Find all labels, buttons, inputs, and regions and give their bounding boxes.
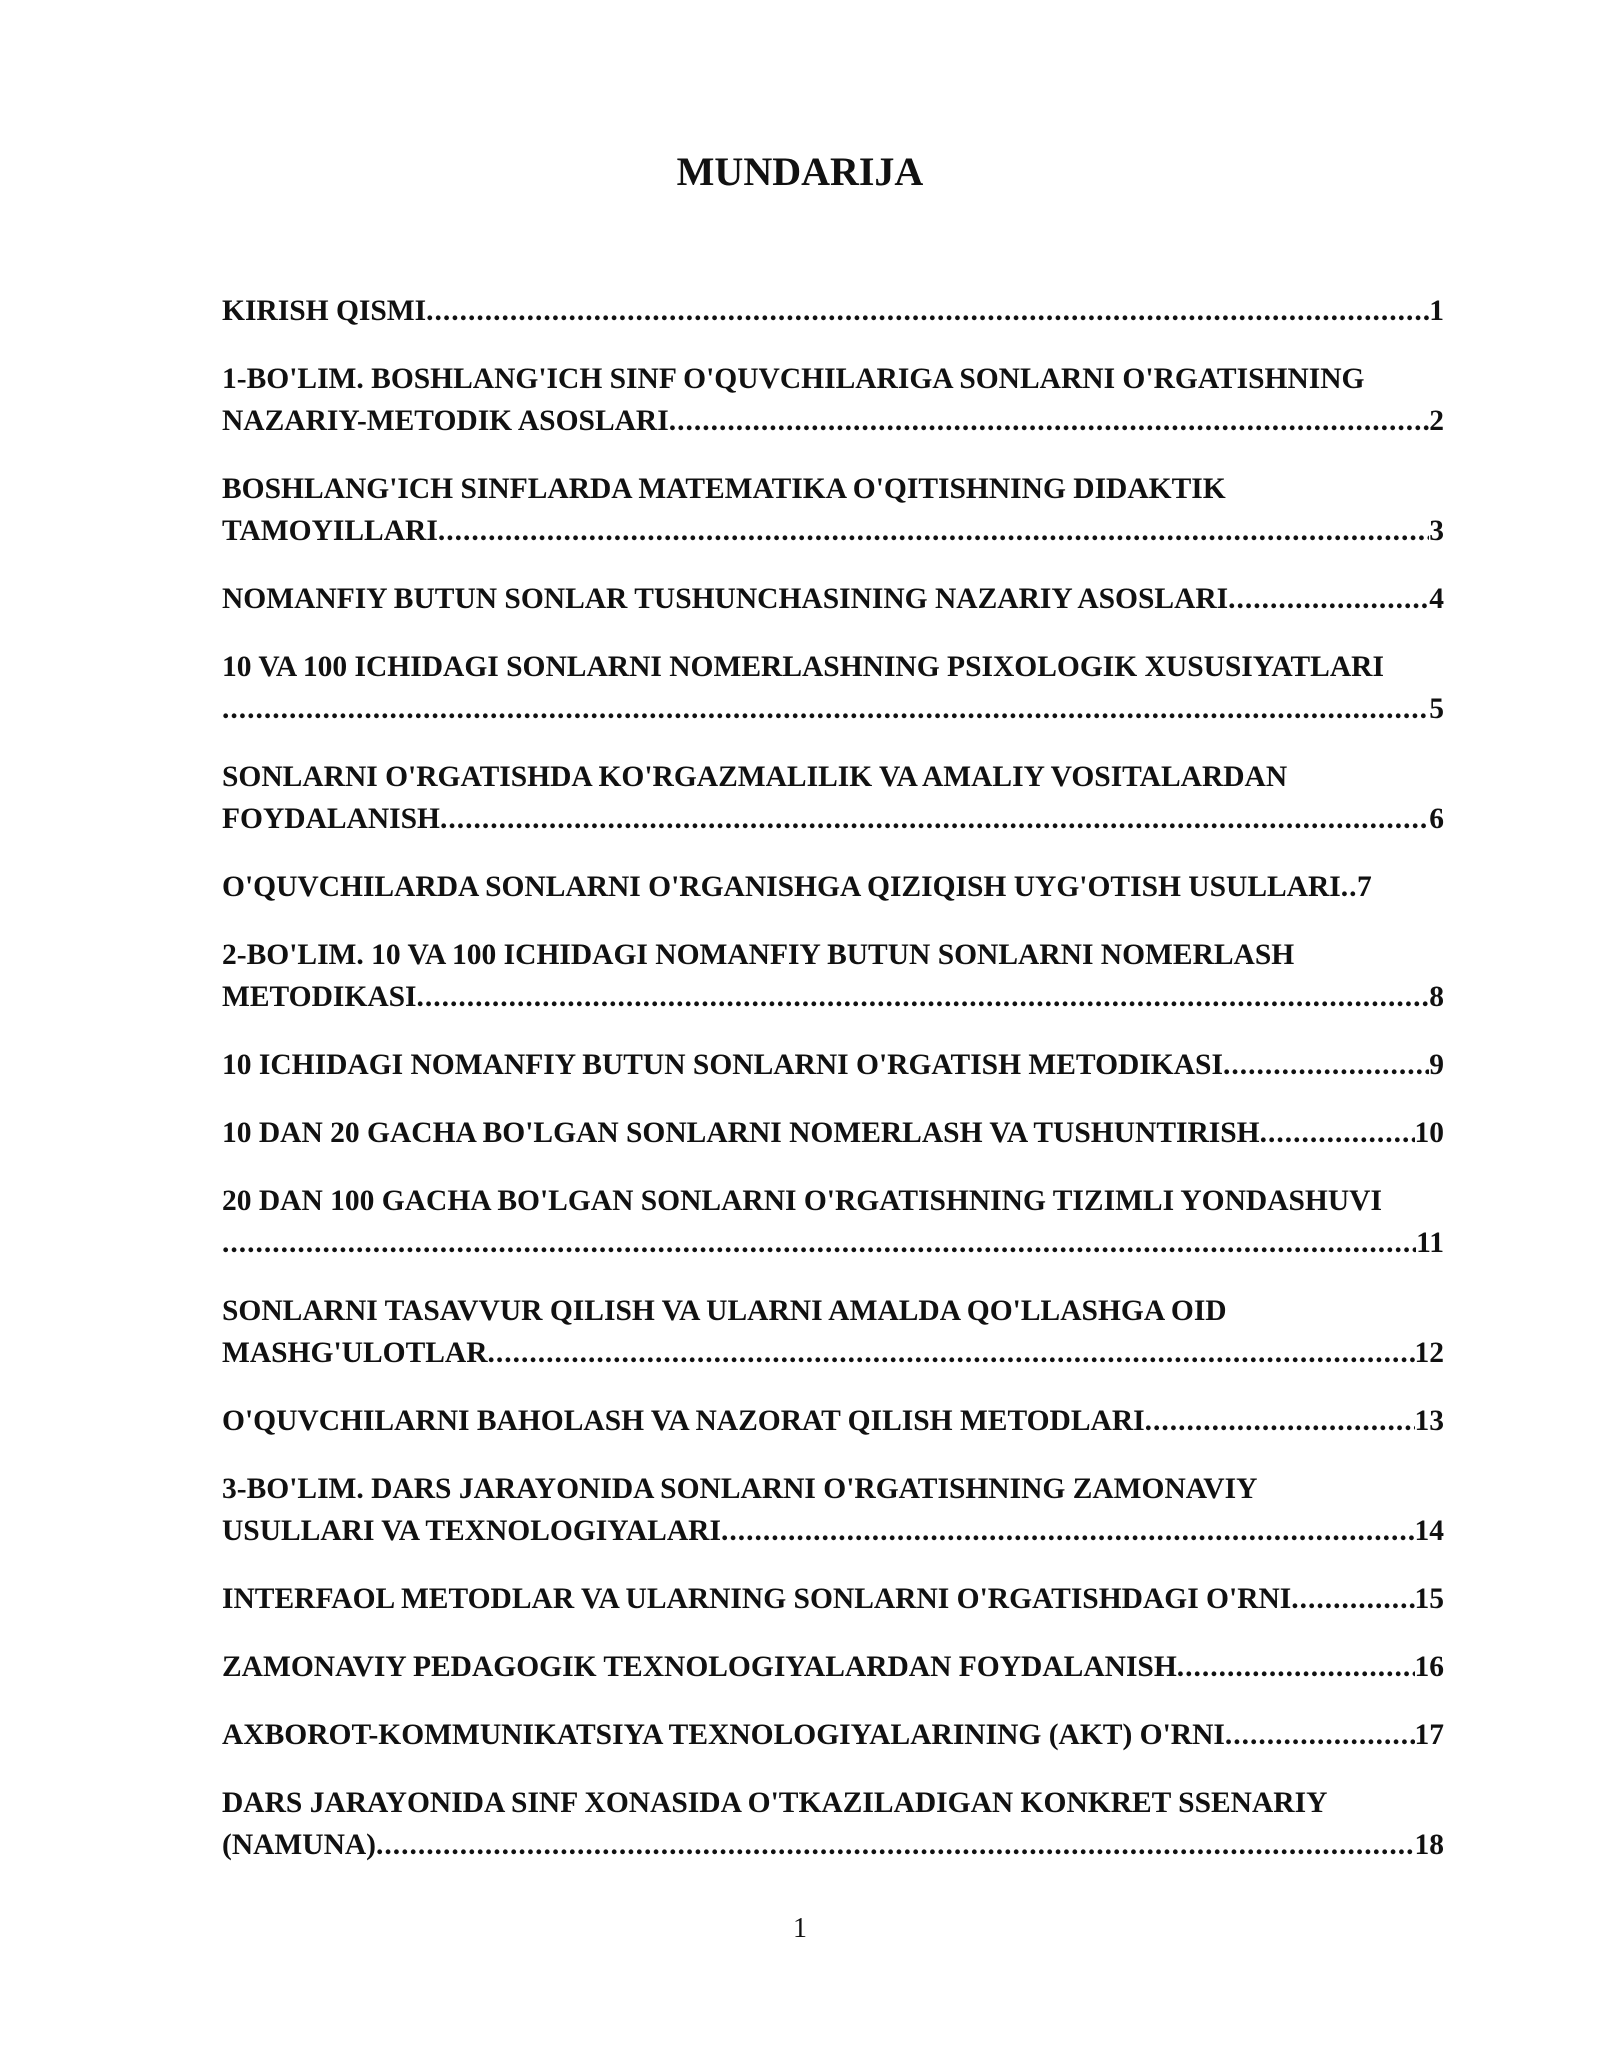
toc-entry-line	[222, 1646, 1444, 1688]
toc-page-number: 1	[1429, 295, 1444, 327]
toc-entry-line	[222, 1112, 1444, 1154]
toc-entry[interactable]	[222, 1646, 1452, 1688]
toc-page-number: 6	[1429, 803, 1444, 835]
toc-entry-title: USULLARI VA TEXNOLOGIYALARI	[222, 1515, 721, 1547]
toc-entry-title-line1: 20 DAN 100 GACHA BO'LGAN SONLARNI O'RGATISHNING TIZIMLI YONDASHUVI	[222, 1185, 1382, 1217]
toc-leader-dots	[1291, 1578, 1414, 1620]
toc-entry-title-line1: SONLARNI O'RGATISHDA KO'RGAZMALILIK VA AMALIY VOSITALARDAN	[222, 761, 1288, 793]
toc-leader-dots	[222, 1222, 1416, 1264]
toc-page-number: 14	[1414, 1515, 1444, 1547]
toc-leader-dots	[426, 290, 1429, 332]
toc-entry[interactable]	[222, 1112, 1452, 1154]
toc-entry-line	[222, 1332, 1444, 1374]
toc-entry[interactable]	[222, 756, 1452, 840]
toc-leader-dots	[669, 400, 1430, 442]
toc-leader-dots	[376, 1824, 1414, 1866]
toc-entry-title: (NAMUNA)	[222, 1829, 377, 1861]
toc-entry[interactable]	[222, 1714, 1452, 1756]
toc-entry-title: INTERFAOL METODLAR VA ULARNING SONLARNI O'RGATISHDAGI O'RNI	[222, 1583, 1292, 1615]
toc-leader-dots	[1228, 578, 1429, 620]
toc-entry-line	[222, 1222, 1444, 1264]
toc-entry[interactable]	[222, 1782, 1452, 1866]
toc-entry-line	[222, 510, 1444, 552]
toc-page-number: 10	[1414, 1117, 1444, 1149]
toc-entry-title-line1: 1-BO'LIM. BOSHLANG'ICH SINF O'QUVCHILARIGA SONLARNI O'RGATISHNING	[222, 363, 1365, 395]
toc-entry-line	[222, 400, 1444, 442]
toc-entry-title: KIRISH QISMI	[222, 295, 427, 327]
toc-entry[interactable]	[222, 1290, 1452, 1374]
table-of-contents	[222, 290, 1452, 1892]
toc-entry[interactable]	[222, 1044, 1452, 1086]
toc-entry-title-line1: BOSHLANG'ICH SINFLARDA MATEMATIKA O'QITISHNING DIDAKTIK	[222, 473, 1226, 505]
toc-entry-line	[222, 976, 1444, 1018]
toc-leader-dots	[1223, 1044, 1429, 1086]
toc-entry-title: 10 ICHIDAGI NOMANFIY BUTUN SONLARNI O'RGATISH METODIKASI	[222, 1049, 1223, 1081]
toc-entry[interactable]	[222, 290, 1452, 332]
toc-entry[interactable]	[222, 866, 1452, 908]
toc-entry-title: O'QUVCHILARDA SONLARNI O'RGANISHGA QIZIQISH UYG'OTISH USULLARI	[222, 871, 1341, 903]
toc-entry-title: NOMANFIY BUTUN SONLAR TUSHUNCHASINING NAZARIY ASOSLARI	[222, 583, 1229, 615]
toc-entry-line	[222, 290, 1444, 332]
toc-entry[interactable]	[222, 468, 1452, 552]
toc-leader-dots	[222, 688, 1429, 730]
toc-entry-line	[222, 1578, 1444, 1620]
toc-page-number: 3	[1429, 515, 1444, 547]
toc-leader-dots	[440, 798, 1429, 840]
toc-entry-line	[222, 578, 1444, 620]
toc-entry-line	[222, 1044, 1444, 1086]
toc-entry-line	[222, 1714, 1444, 1756]
toc-page-number: 2	[1429, 405, 1444, 437]
toc-leader-dots	[1341, 866, 1357, 908]
toc-entry-title: TAMOYILLARI	[222, 515, 438, 547]
toc-entry-title: 10 DAN 20 GACHA BO'LGAN SONLARNI NOMERLASH VA TUSHUNTIRISH	[222, 1117, 1260, 1149]
toc-page-number: 12	[1414, 1337, 1444, 1369]
toc-page-number: 9	[1429, 1049, 1444, 1081]
toc-entry[interactable]	[222, 578, 1452, 620]
toc-entry[interactable]	[222, 646, 1452, 730]
toc-leader-dots	[1145, 1400, 1415, 1442]
toc-page-number: 15	[1414, 1583, 1444, 1615]
toc-entry[interactable]	[222, 1180, 1452, 1264]
page-number: 1	[793, 1913, 807, 1944]
toc-page-number: 8	[1429, 981, 1444, 1013]
toc-entry-title-line1: SONLARNI TASAVVUR QILISH VA ULARNI AMALDA QO'LLASHGA OID	[222, 1295, 1227, 1327]
toc-entry-title-line1: 2-BO'LIM. 10 VA 100 ICHIDAGI NOMANFIY BUTUN SONLARNI NOMERLASH	[222, 939, 1295, 971]
toc-entry-line	[222, 866, 1444, 908]
toc-page-number: 4	[1429, 583, 1444, 615]
toc-leader-dots	[1225, 1714, 1415, 1756]
toc-page-number: 17	[1414, 1719, 1444, 1751]
toc-leader-dots	[417, 976, 1430, 1018]
toc-page-number: 5	[1429, 693, 1444, 725]
toc-page-number: 7	[1357, 871, 1372, 903]
toc-page-number: 13	[1414, 1405, 1444, 1437]
toc-entry-title: NAZARIY-METODIK ASOSLARI	[222, 405, 669, 437]
toc-page-number: 16	[1414, 1651, 1444, 1683]
page-title: MUNDARIJA	[676, 149, 924, 194]
toc-entry-line	[222, 798, 1444, 840]
toc-entry-line	[222, 1510, 1444, 1552]
toc-entry-title: ZAMONAVIY PEDAGOGIK TEXNOLOGIYALARDAN FOYDALANISH	[222, 1651, 1177, 1683]
toc-leader-dots	[488, 1332, 1415, 1374]
toc-page-number: 18	[1414, 1829, 1444, 1861]
toc-entry-title-line1: 3-BO'LIM. DARS JARAYONIDA SONLARNI O'RGATISHNING ZAMONAVIY	[222, 1473, 1258, 1505]
toc-entry-title-line1: DARS JARAYONIDA SINF XONASIDA O'TKAZILADIGAN KONKRET SSENARIY	[222, 1787, 1328, 1819]
toc-leader-dots	[1177, 1646, 1415, 1688]
toc-entry-line	[222, 1824, 1444, 1866]
toc-entry-title: METODIKASI	[222, 981, 417, 1013]
toc-entry[interactable]	[222, 934, 1452, 1018]
toc-entry[interactable]	[222, 1468, 1452, 1552]
toc-entry-line	[222, 1400, 1444, 1442]
toc-entry[interactable]	[222, 1400, 1452, 1442]
toc-entry-title: MASHG'ULOTLAR	[222, 1337, 488, 1369]
toc-entry-title-line1: 10 VA 100 ICHIDAGI SONLARNI NOMERLASHNING PSIXOLOGIK XUSUSIYATLARI	[222, 651, 1384, 683]
toc-leader-dots	[1260, 1112, 1415, 1154]
toc-page-number: 11	[1416, 1227, 1444, 1259]
toc-entry-title: O'QUVCHILARNI BAHOLASH VA NAZORAT QILISH METODLARI	[222, 1405, 1145, 1437]
toc-leader-dots	[721, 1510, 1415, 1552]
toc-entry-title: FOYDALANISH	[222, 803, 440, 835]
toc-leader-dots	[438, 510, 1429, 552]
toc-entry[interactable]	[222, 358, 1452, 442]
toc-entry[interactable]	[222, 1578, 1452, 1620]
toc-entry-line	[222, 688, 1444, 730]
toc-entry-title: AXBOROT-KOMMUNIKATSIYA TEXNOLOGIYALARINING (AKT) O'RNI	[222, 1719, 1225, 1751]
